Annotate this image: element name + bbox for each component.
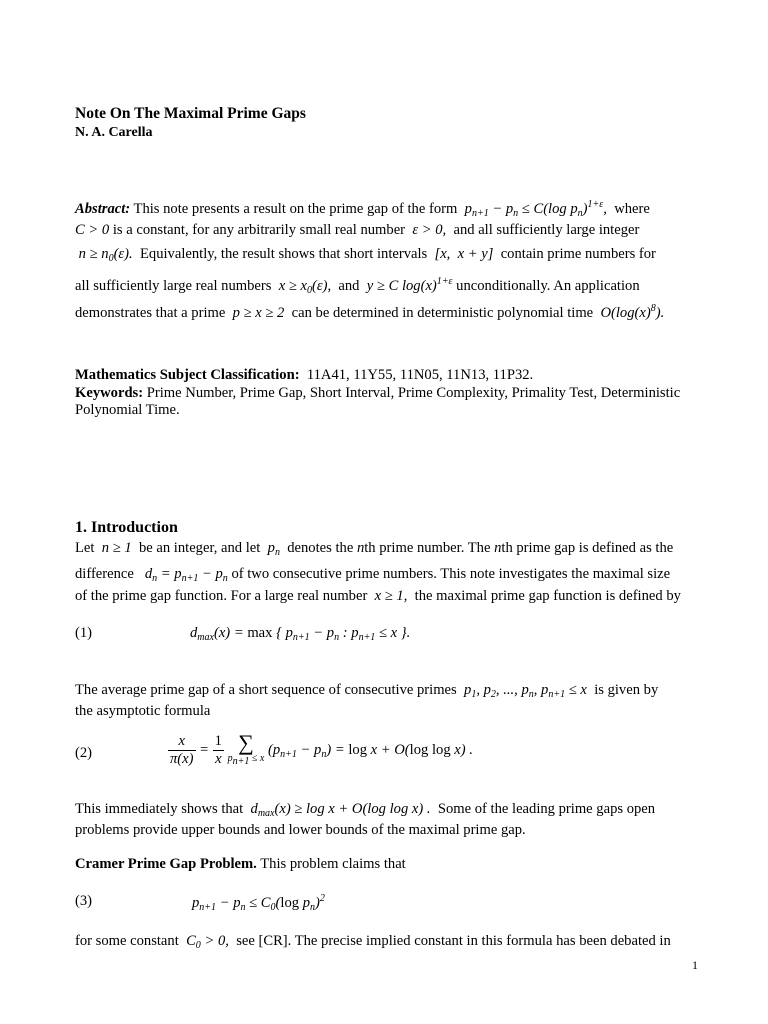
abstract-line-5: demonstrates that a prime p ≥ x ≥ 2 can be determined in deterministic polynomial time $O(\log(x)^8)$. [75, 303, 665, 321]
keywords-label: Keywords: [75, 385, 144, 401]
msc-value: 11A41, 11Y55, 11N05, 11N13, 11P32. [306, 367, 534, 383]
msc-line [75, 366, 533, 384]
constant-line: for some constant $C_0 > 0$, see [CR]. The precise implied constant in this formula has been debated in [75, 933, 671, 951]
abstract-label: Abstract: [75, 201, 131, 217]
abstract-line-4: all sufficiently large real numbers $x \ge x_0(\varepsilon)$, and y ≥ C $\log(x)^{1+\varepsilon}$ unconditionally. An application [75, 276, 640, 296]
equation-3: $p_{n+1} - p_n \le C_0(\log$ $p_n)^2$ [192, 893, 325, 913]
intro-line-1: Let n ≥ 1 be an integer, and let $p_n$ denotes the nth prime number. The nth prime gap is defined as the [75, 540, 674, 558]
equation-2: $\frac{x}{\pi(x)}$ = $\frac{1}{x}$ ∑ $p_{n+1} \le x$ $(p_{n+1} - p_n) = \log x + O(\log$ log x) . [170, 730, 473, 767]
shows-line-2: problems provide upper bounds and lower bounds of the maximal prime gap. [75, 822, 526, 838]
paper-author: N. A. Carella [75, 125, 153, 140]
section-heading: 1. Introduction [75, 519, 178, 536]
abstract-line-2: C > 0 is a constant, for any arbitrarily small real number ε > 0, and all sufficiently large integer [75, 222, 640, 238]
intro-line-2: difference $d_n = p_{n+1} - p_n$ of two consecutive prime numbers. This note investigates the maximal size [75, 566, 671, 584]
math-gap-bound: $p_{n+1} - p_n \le C(\log$ $p_n)^{1+\varepsilon}$, [464, 199, 607, 219]
abstract-line-3: $n \ge n_0(\varepsilon)$. Equivalently, the result shows that short intervals [x, x + y] contain prime numbers for [78, 246, 656, 264]
msc-label: Mathematics Subject Classification: [75, 367, 300, 383]
equation-1: $d_{max}(x) = \max$ { $p_{n+1} - p_n$ : $p_{n+1} \le x$ }. [190, 625, 411, 643]
avg-line-2: the asymptotic formula [75, 703, 211, 719]
shows-line-1: This immediately shows that $d_{max}(x) \ge \log x + O(\log$ log x) . Some of the leading prime gaps open [75, 801, 656, 819]
eq3-number: (3) [75, 893, 93, 909]
avg-line-1: The average prime gap of a short sequence of consecutive primes $p_1$, $p_2$, ..., $p_n$, $p_{n+1} \le x$ is given by [75, 682, 659, 700]
intro-line-3: of the prime gap function. For a large real number x ≥ 1, the maximal prime gap function is defined by [75, 588, 681, 604]
cramer-label: Cramer Prime Gap Problem. [75, 856, 257, 872]
eq2-number: (2) [75, 745, 93, 761]
cramer-line: Cramer Prime Gap Problem. This problem claims that [75, 856, 406, 872]
abstract-line-1: Abstract: This note presents a result on the prime gap of the form $p_{n+1} - p_n \le C(\log$ $p_n)^{1+\varepsilon}$, where [75, 199, 650, 219]
paper-title: Note On The Maximal Prime Gaps [75, 105, 306, 122]
keywords-line-1: Keywords: Prime Number, Prime Gap, Short Interval, Prime Complexity, Primality Test, Deterministic [75, 385, 681, 401]
page-number: 1 [692, 958, 698, 972]
eq1-number: (1) [75, 625, 93, 641]
keywords-line-2: Polynomial Time. [75, 402, 180, 418]
